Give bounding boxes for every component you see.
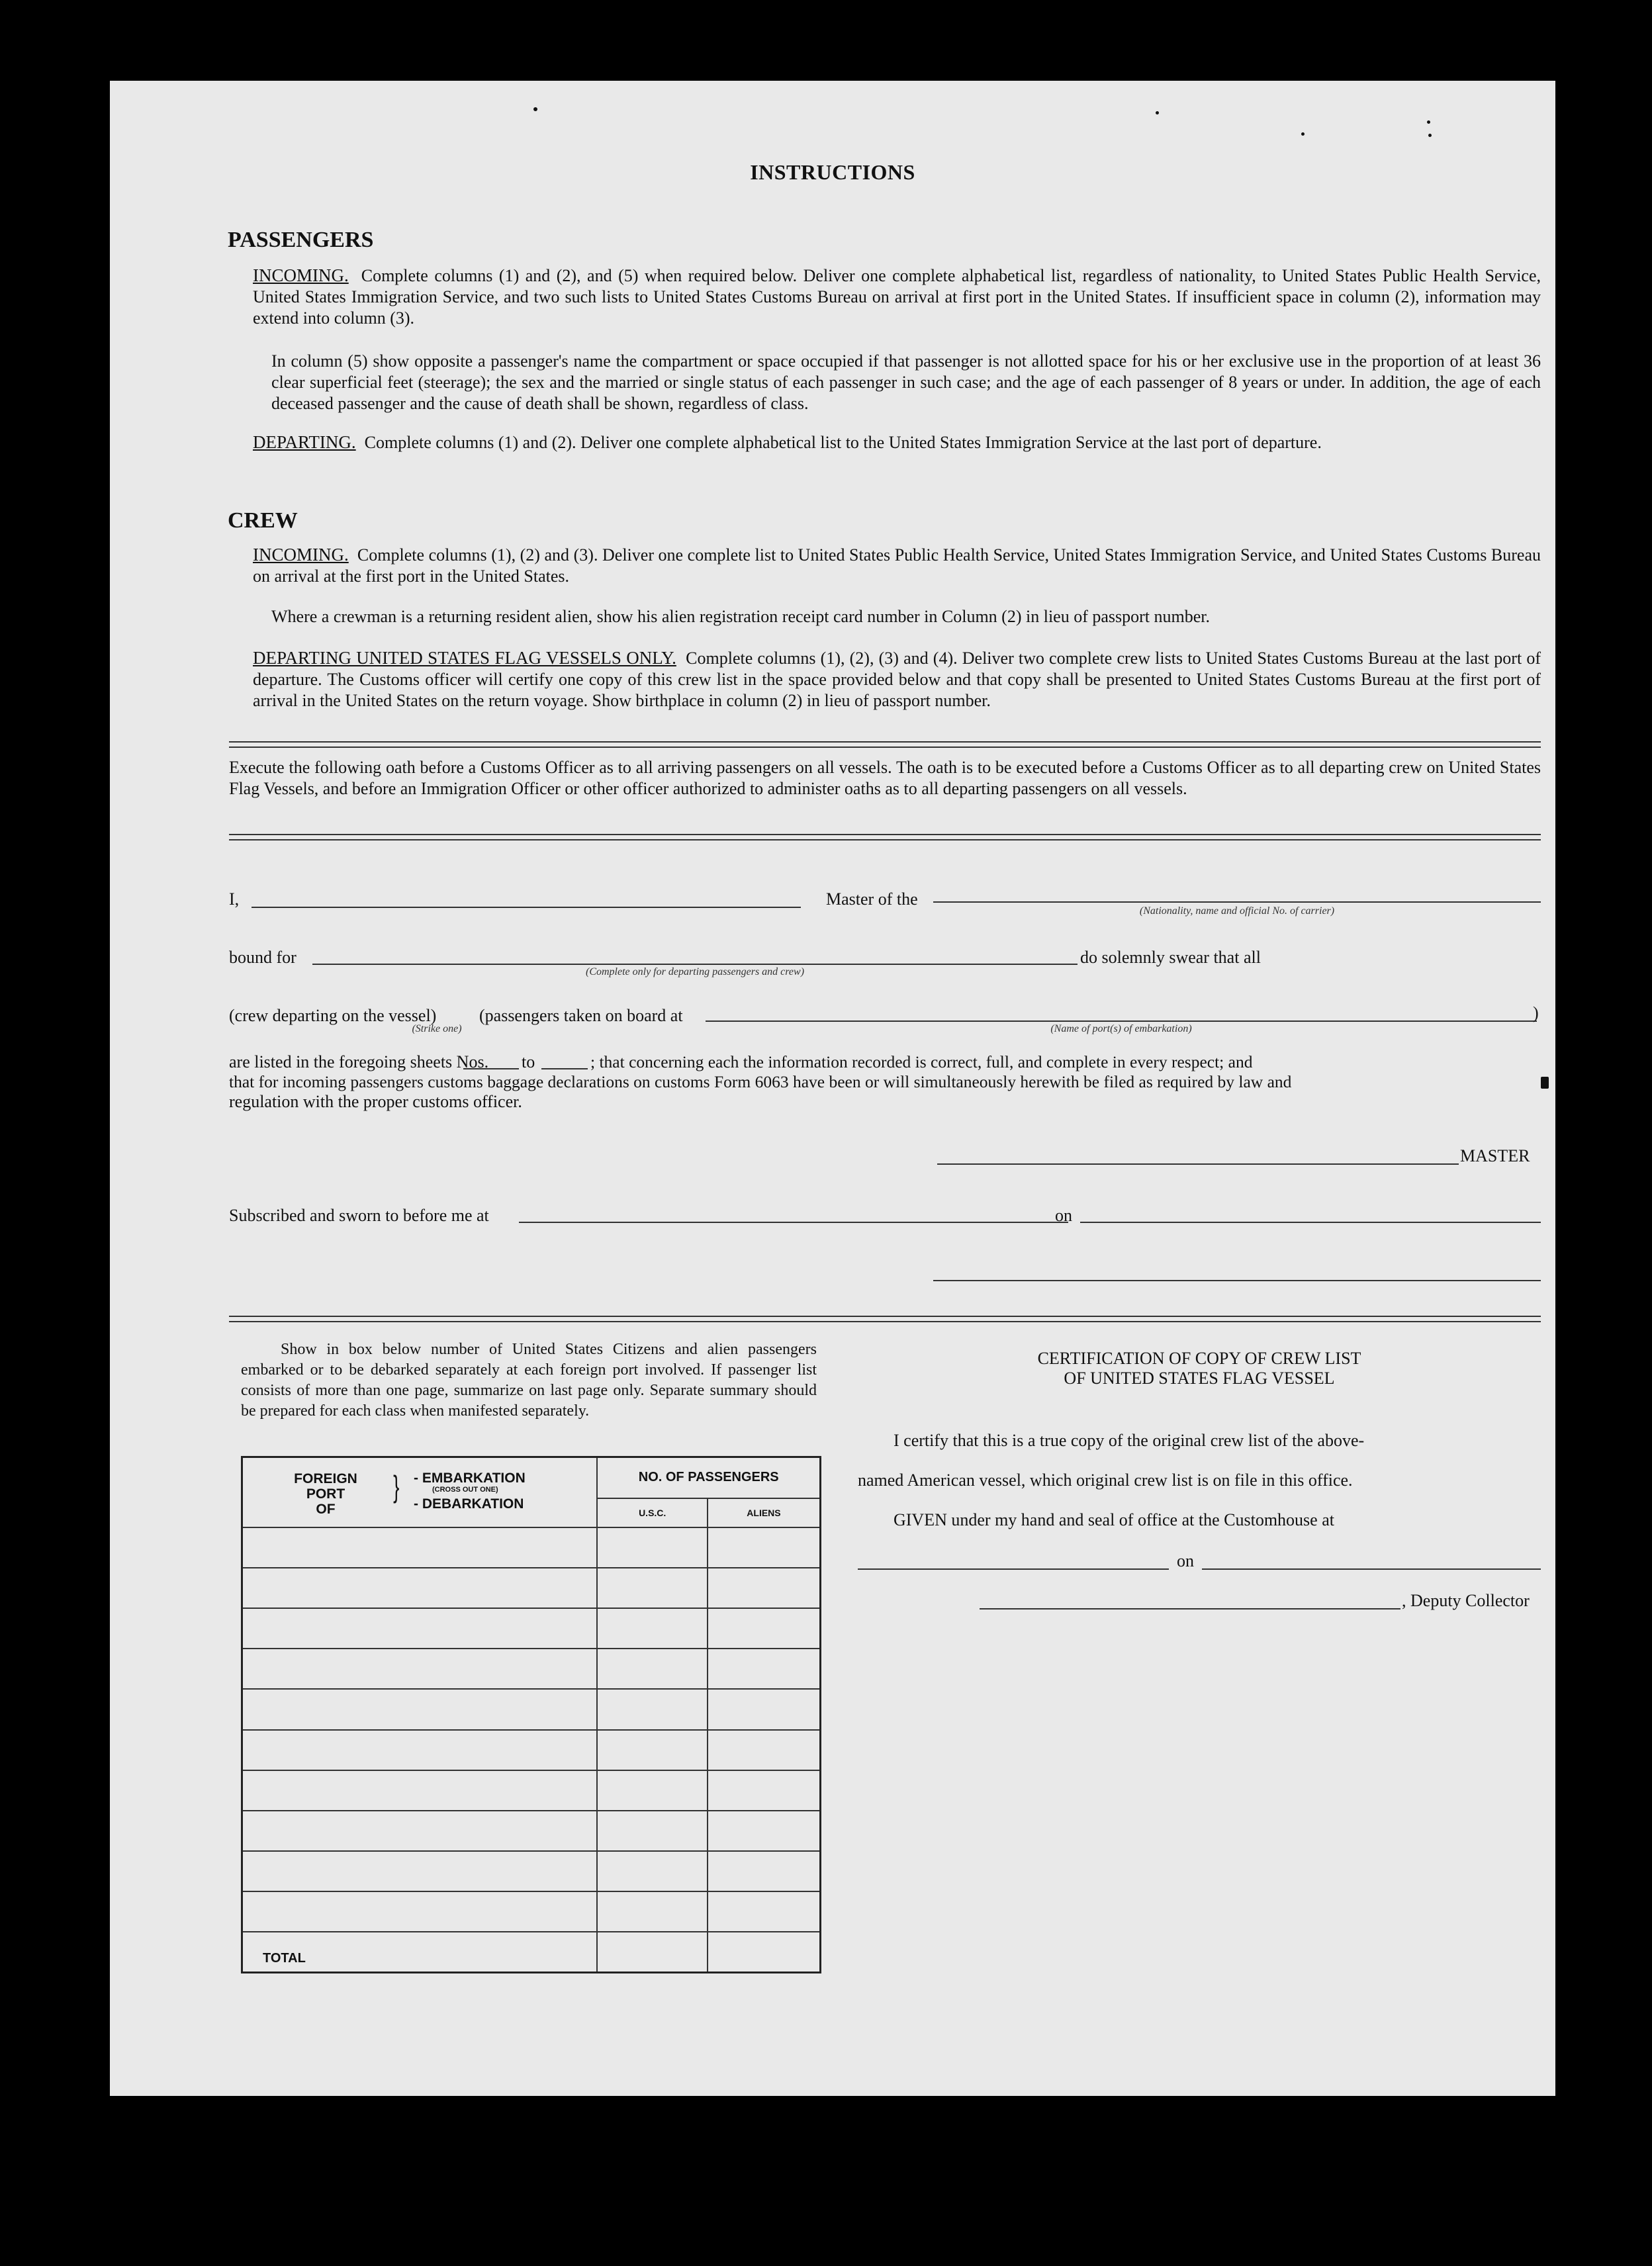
passengers-departing-paragraph xyxy=(253,431,1541,453)
table-row xyxy=(242,1527,821,1568)
carrier-field[interactable] xyxy=(933,901,1541,903)
crew-flag-label: DEPARTING UNITED STATES FLAG VESSELS ONLY. xyxy=(253,648,676,668)
crew-departing-option[interactable]: (crew departing on the vessel) xyxy=(229,1006,437,1025)
total-row xyxy=(242,1932,821,1972)
debarkation-option[interactable]: - DEBARKATION xyxy=(414,1496,524,1512)
speck-mark xyxy=(1541,1077,1549,1089)
table-row xyxy=(242,1649,821,1689)
cross-out-note: (CROSS OUT ONE) xyxy=(432,1486,498,1494)
port-cell[interactable] xyxy=(242,1811,598,1851)
speck-mark xyxy=(533,107,537,111)
divider xyxy=(229,834,1541,840)
port-cell[interactable] xyxy=(242,1527,598,1568)
passengers-departing-label: DEPARTING. xyxy=(253,432,356,452)
usc-cell[interactable] xyxy=(597,1891,708,1932)
cert-on-label: on xyxy=(1177,1551,1194,1570)
port-header-label xyxy=(283,1471,369,1517)
aliens-cell[interactable] xyxy=(708,1851,821,1891)
given-text: GIVEN under my hand and seal of office at the Customhouse at xyxy=(894,1510,1334,1529)
divider xyxy=(229,1316,1541,1322)
usc-cell[interactable] xyxy=(597,1811,708,1851)
passengers-taken-option[interactable]: (passengers taken on board at xyxy=(479,1006,683,1025)
usc-header: U.S.C. xyxy=(597,1498,708,1527)
port-cell[interactable] xyxy=(242,1689,598,1729)
sheet-from-field[interactable] xyxy=(463,1068,519,1069)
oath-line-3: regulation with the proper customs officer. xyxy=(229,1092,522,1111)
usc-cell[interactable] xyxy=(597,1851,708,1891)
aliens-cell[interactable] xyxy=(708,1568,821,1608)
foreign-label: FOREIGN xyxy=(294,1471,357,1486)
table-row xyxy=(242,1568,821,1608)
box-instructions: Show in box below number of United States Citizens and alien passengers embarked or to be debarked separately at each foreign port involved. If passenger list consists of more than one page, summarize on last page only. Separate summary should be prepared for each class when manifested separately. xyxy=(241,1341,817,1420)
sworn-date-field[interactable] xyxy=(1080,1222,1541,1223)
page-title: INSTRUCTIONS xyxy=(750,160,915,184)
to-label: to xyxy=(522,1052,535,1071)
officer-signature-field[interactable] xyxy=(933,1280,1541,1281)
passengers-incoming-label: INCOMING. xyxy=(253,265,349,285)
usc-total-cell[interactable] xyxy=(597,1932,708,1972)
usc-cell[interactable] xyxy=(597,1649,708,1689)
port-cell[interactable] xyxy=(242,1649,598,1689)
of-label: OF xyxy=(316,1502,336,1517)
aliens-cell[interactable] xyxy=(708,1649,821,1689)
bound-for-label: bound for xyxy=(229,948,297,967)
table-row xyxy=(242,1689,821,1729)
usc-cell[interactable] xyxy=(597,1730,708,1770)
usc-cell[interactable] xyxy=(597,1568,708,1608)
port-cell[interactable] xyxy=(242,1770,598,1811)
table-row xyxy=(242,1608,821,1649)
usc-cell[interactable] xyxy=(597,1527,708,1568)
aliens-cell[interactable] xyxy=(708,1730,821,1770)
usc-cell[interactable] xyxy=(597,1689,708,1729)
no-of-passengers-header: NO. OF PASSENGERS xyxy=(597,1457,820,1498)
crew-incoming-text: Complete columns (1), (2) and (3). Deliver one complete list to United States Public Health Service, United States Immigration Service, and United States Customs Bureau on arrival at the first port in the United States. xyxy=(253,545,1541,586)
deputy-signature-field[interactable] xyxy=(980,1608,1400,1609)
certification-title xyxy=(858,1349,1541,1388)
cert-date-field[interactable] xyxy=(1202,1568,1541,1570)
swear-text: do solemnly swear that all xyxy=(1080,948,1261,967)
listed-continuation: ; that concerning each the information recorded is correct, full, and complete in every respect; and xyxy=(590,1052,1253,1071)
oath-intro-paragraph: Execute the following oath before a Customs Officer as to all arriving passengers on all vessels. The oath is to be executed before a Customs Officer as to all departing crew on United States Flag Vessels, and before an Immigration Officer or other officer authorized to administer oaths as to all departing passengers on all vessels. xyxy=(229,758,1541,798)
document-page xyxy=(110,81,1555,2096)
port-cell[interactable] xyxy=(242,1891,598,1932)
oath-i-label: I, xyxy=(229,889,240,909)
crew-incoming-label: INCOMING. xyxy=(253,545,349,565)
master-signature-field[interactable] xyxy=(937,1163,1459,1165)
table-row xyxy=(242,1891,821,1932)
passengers-incoming-paragraph xyxy=(253,265,1541,329)
aliens-cell[interactable] xyxy=(708,1689,821,1729)
aliens-cell[interactable] xyxy=(708,1770,821,1811)
sworn-place-field[interactable] xyxy=(519,1222,1068,1223)
speck-mark xyxy=(1428,134,1432,137)
crew-resident-paragraph: Where a crewman is a returning resident alien, show his alien registration receipt card number in Column (2) in lieu of passport number. xyxy=(271,607,1211,626)
named-vessel-text: named American vessel, which original crew list is on file in this office. xyxy=(858,1471,1353,1490)
table-row xyxy=(242,1851,821,1891)
speck-mark xyxy=(1301,132,1305,136)
strike-one-caption: (Strike one) xyxy=(412,1023,462,1034)
customhouse-field[interactable] xyxy=(858,1568,1169,1570)
sheet-to-field[interactable] xyxy=(541,1068,588,1069)
embarkation-option[interactable]: - EMBARKATION xyxy=(414,1471,526,1486)
passengers-departing-text: Complete columns (1) and (2). Deliver one complete alphabetical list to the United States Immigration Service at the last port of departure. xyxy=(364,433,1322,452)
passenger-summary-table xyxy=(241,1456,821,1973)
passengers-heading: PASSENGERS xyxy=(228,228,374,252)
master-of-label: Master of the xyxy=(826,889,918,909)
crew-flag-paragraph xyxy=(253,647,1541,711)
listed-text: are listed in the foregoing sheets Nos. xyxy=(229,1052,489,1071)
aliens-cell[interactable] xyxy=(708,1527,821,1568)
passengers-column5-paragraph: In column (5) show opposite a passenger's name the compartment or space occupied if that passenger is not allotted space for his or her exclusive use in the proportion of at least 36 clear superficial feet (steerage); the sex and the married or single status of each passenger in such case; and the age of each passenger of 8 years or under. In addition, the age of each deceased passenger and the cause of death shall be shown, regardless of class. xyxy=(271,351,1541,413)
port-cell[interactable] xyxy=(242,1568,598,1608)
usc-cell[interactable] xyxy=(597,1770,708,1811)
aliens-cell[interactable] xyxy=(708,1608,821,1649)
certification-title-line-1: CERTIFICATION OF COPY OF CREW LIST xyxy=(1037,1349,1361,1368)
deputy-collector-label: , Deputy Collector xyxy=(1402,1591,1530,1610)
aliens-header: ALIENS xyxy=(708,1498,821,1527)
total-label: TOTAL xyxy=(242,1932,598,1972)
certify-text: I certify that this is a true copy of the original crew list of the above- xyxy=(894,1431,1365,1450)
nationality-caption: (Nationality, name and official No. of carrier) xyxy=(1139,905,1335,917)
table-row xyxy=(242,1811,821,1851)
table-row xyxy=(242,1770,821,1811)
brace-icon: } xyxy=(393,1469,400,1504)
crew-flag-text: Complete columns (1), (2), (3) and (4). Deliver two complete crew lists to United States Customs Bureau at the last port of departure. The Customs officer will certify one copy of this crew list in the space provided below and that copy shall be presented to United States Customs Bureau at the first port of arrival in the United States on the return voyage. Show birthplace in column (2) in lieu of passport number. xyxy=(253,649,1541,710)
sworn-on-label: on xyxy=(1055,1206,1072,1225)
oath-line-2: that for incoming passengers customs baggage declarations on customs Form 6063 have been or will simultaneously herewith be filed as required by law and xyxy=(229,1072,1292,1091)
master-label: MASTER xyxy=(1460,1146,1530,1165)
port-caption: (Name of port(s) of embarkation) xyxy=(1050,1023,1192,1034)
aliens-total-cell[interactable] xyxy=(708,1932,821,1972)
bound-for-field[interactable] xyxy=(312,964,1078,965)
port-cell[interactable] xyxy=(242,1851,598,1891)
port-label: PORT xyxy=(306,1486,345,1502)
certification-title-line-2: OF UNITED STATES FLAG VESSEL xyxy=(1064,1369,1335,1388)
embarkation-port-field[interactable] xyxy=(706,1020,1537,1022)
master-name-field[interactable] xyxy=(252,907,801,908)
passengers-incoming-text: Complete columns (1) and (2), and (5) when required below. Deliver one complete alphabetical list, regardless of nationality, to United States Public Health Service, United States Immigration Service, and two such lists to United States Customs Bureau on arrival at first port in the United States. If insufficient space in column (2), information may extend into column (3). xyxy=(253,266,1541,328)
divider xyxy=(229,741,1541,748)
subscribed-label: Subscribed and sworn to before me at xyxy=(229,1206,489,1225)
speck-mark xyxy=(1156,111,1159,114)
crew-incoming-paragraph xyxy=(253,544,1541,587)
table-row xyxy=(242,1730,821,1770)
port-cell[interactable] xyxy=(242,1730,598,1770)
close-paren: ) xyxy=(1533,1003,1539,1022)
aliens-cell[interactable] xyxy=(708,1811,821,1851)
port-header-cell xyxy=(242,1457,598,1527)
crew-heading: CREW xyxy=(228,508,298,533)
speck-mark xyxy=(1427,120,1430,124)
complete-only-caption: (Complete only for departing passengers and crew) xyxy=(585,966,805,977)
usc-cell[interactable] xyxy=(597,1608,708,1649)
port-cell[interactable] xyxy=(242,1608,598,1649)
aliens-cell[interactable] xyxy=(708,1891,821,1932)
